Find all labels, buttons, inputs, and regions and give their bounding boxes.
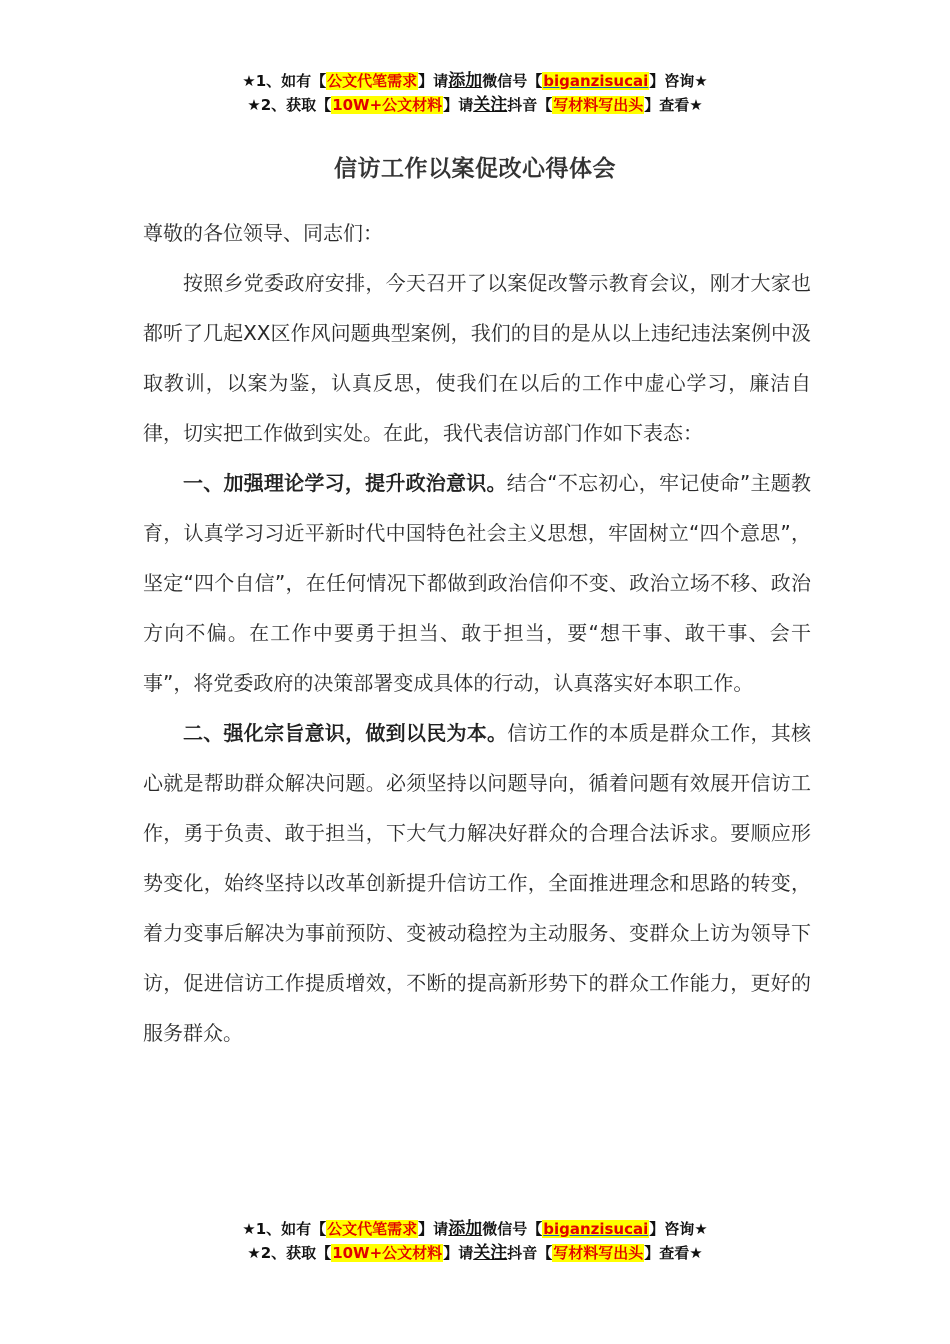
banner-highlight: 10W+公文材料 bbox=[332, 96, 443, 114]
banner-text: 】咨询★ bbox=[649, 72, 708, 90]
section-paragraph-2 bbox=[143, 708, 811, 1058]
banner-text: 】请 bbox=[418, 72, 449, 90]
section-paragraph-1 bbox=[143, 458, 811, 708]
banner-text: 微信号【 bbox=[482, 72, 543, 90]
footer-banner bbox=[0, 1217, 950, 1265]
banner-line-2 bbox=[0, 93, 950, 117]
banner-line-2 bbox=[0, 1241, 950, 1265]
banner-emphasis: 添加 bbox=[448, 1219, 483, 1239]
salutation: 尊敬的各位领导、同志们： bbox=[143, 221, 383, 245]
banner-text: 微信号【 bbox=[482, 1220, 543, 1238]
banner-text: 】查看★ bbox=[644, 96, 703, 114]
banner-text: 】查看★ bbox=[644, 1244, 703, 1262]
intro-paragraph: 按照乡党委政府安排，今天召开了以案促改警示教育会议，刚才大家也都听了几起XX区作风问题典型案例，我们的目的是从以上违纪违法案例中汲取教训，以案为鉴，认真反思，使我们在以后的工作中虚心学习，廉洁自律，切实把工作做到实处。在此，我代表信访部门作如下表态： bbox=[143, 271, 811, 445]
banner-text: ★1、如有【 bbox=[242, 72, 327, 90]
banner-highlight: 10W+公文材料 bbox=[332, 1244, 443, 1262]
banner-text: 】请 bbox=[418, 1220, 449, 1238]
document-body bbox=[143, 208, 811, 1058]
banner-wechat-id: biganzisucai bbox=[543, 1220, 649, 1238]
section-heading: 二、强化宗旨意识，做到以民为本。 bbox=[183, 721, 508, 745]
header-banner bbox=[0, 69, 950, 117]
banner-text: 】请 bbox=[443, 96, 474, 114]
section-heading: 一、加强理论学习，提升政治意识。 bbox=[183, 471, 507, 495]
banner-text: ★1、如有【 bbox=[242, 1220, 327, 1238]
banner-text: 】咨询★ bbox=[649, 1220, 708, 1238]
banner-wechat-id: biganzisucai bbox=[543, 72, 649, 90]
banner-text: ★2、获取【 bbox=[247, 1244, 332, 1262]
document-title: 信访工作以案促改心得体会 bbox=[334, 156, 616, 182]
banner-text: 】请 bbox=[443, 1244, 474, 1262]
banner-douyin-id: 写材料写出头 bbox=[553, 1244, 644, 1262]
banner-line-1 bbox=[0, 69, 950, 93]
banner-text: ★2、获取【 bbox=[247, 96, 332, 114]
banner-highlight: 公文代笔需求 bbox=[327, 1220, 418, 1238]
banner-emphasis: 添加 bbox=[448, 71, 483, 91]
section-body: 信访工作的本质是群众工作，其核心就是帮助群众解决问题。必须坚持以问题导向，循着问题有效展开信访工作，勇于负责、敢于担当，下大气力解决好群众的合理合法诉求。要顺应形势变化，始终坚持以改革创新提升信访工作，全面推进理念和思路的转变，着力变事后解决为事前预防、变被动稳控为主动服务、变群众上访为领导下访，促进信访工作提质增效，不断的提高新形势下的群众工作能力，更好的服务群众。 bbox=[143, 721, 812, 1045]
banner-text: 抖音【 bbox=[507, 1244, 553, 1262]
banner-text: 抖音【 bbox=[507, 96, 553, 114]
banner-emphasis: 关注 bbox=[473, 1243, 508, 1263]
banner-line-1 bbox=[0, 1217, 950, 1241]
banner-douyin-id: 写材料写出头 bbox=[553, 96, 644, 114]
section-body: 结合“不忘初心，牢记使命”主题教育，认真学习习近平新时代中国特色社会主义思想，牢固树立“四个意思”，坚定“四个自信”，在任何情况下都做到政治信仰不变、政治立场不移、政治方向不偏。在工作中要勇于担当、敢于担当，要“想干事、敢干事、会干事”，将党委政府的决策部署变成具体的行动，认真落实好本职工作。 bbox=[143, 471, 811, 695]
banner-emphasis: 关注 bbox=[473, 95, 508, 115]
banner-highlight: 公文代笔需求 bbox=[327, 72, 418, 90]
